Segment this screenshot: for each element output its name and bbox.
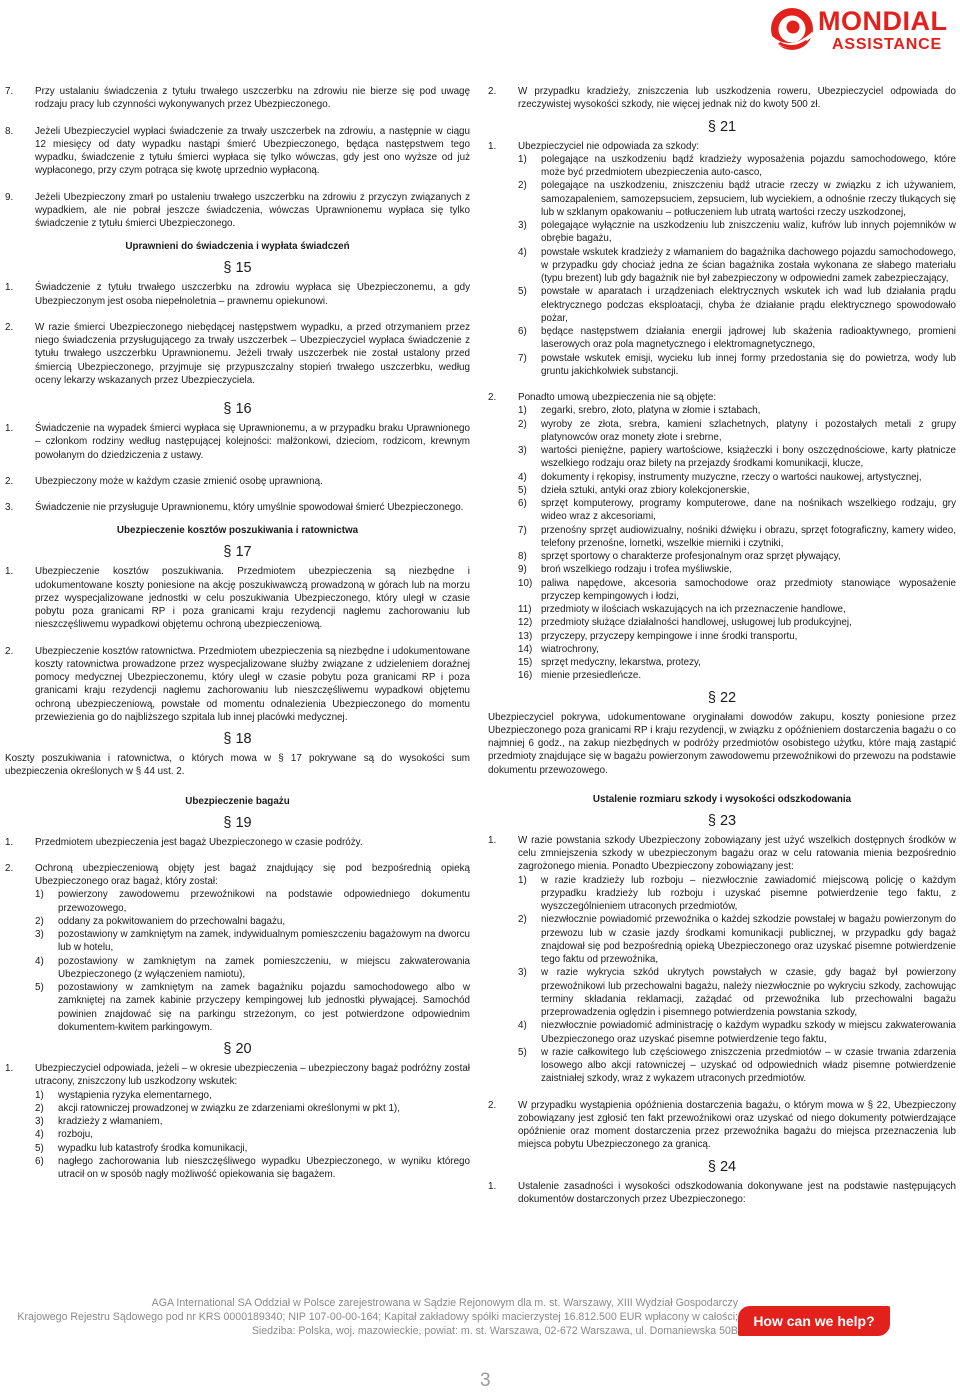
list-item: 2) oddany za pokwitowaniem do przechowalni bagażu, <box>35 915 286 927</box>
s19-point-1 <box>5 836 470 849</box>
list-item: 6) sprzęt komputerowy, programy komputerowe, dane na nośnikach wszelkiego rodzaju, gry wideo wraz z akcesoriami, <box>518 498 956 523</box>
section-mark-16: § 16 <box>223 401 252 417</box>
para-number: 1. <box>5 566 14 578</box>
para-text: Ubezpieczyciel odpowiada, jeżeli – w okresie ubezpieczenia – ubezpieczony bagaż podróżny został utracony, zniszczony lub uszkodzony wskutek: <box>35 1063 470 1088</box>
company-info <box>0 1296 738 1338</box>
company-info-line: AGA International SA Oddział w Polsce zarejestrowana w Sądzie Rejonowym dla m. st. Warszawy, XIII Wydział Gospodarczy <box>151 1297 738 1309</box>
list-item: 2) wyroby ze złota, srebra, kamieni szlachetnych, platyny i pozostałych metali z grupy platynowców oraz monety złote i srebrne, <box>518 418 956 443</box>
s19-point-2 <box>5 862 470 1034</box>
s15-point-2 <box>5 321 470 387</box>
s15-point-1 <box>5 281 470 308</box>
page-number: 3 <box>480 1370 491 1391</box>
list-item: 4) pozostawiony w zamkniętym na zamek pomieszczeniu, w miejscu zakwaterowania Ubezpieczonego (z wyłączeniem namiotu), <box>35 955 470 980</box>
section-heading-bagaz: Ubezpieczenie bagażu <box>185 795 290 807</box>
list-item: 16) mienie przesiedleńcze. <box>518 670 642 682</box>
left-column <box>5 85 470 1181</box>
list-item: 3) w razie wykrycia szkód ukrytych powstałych w czasie, gdy bagaż był powierzony przewoźnikowi lub przechowalni bagażu, należy niezwłocznie po wykryciu szkody, zachowując terminy składania reklamacji, zażądać od przewoźnika lub przechowalni bagażu przeprowadzenia oględzin i pisemnego potwierdzenia powstania szkody, <box>518 967 956 1018</box>
s16-point-1 <box>5 422 470 462</box>
list-item: 7) powstałe wskutek emisji, wycieku lub innej formy przedostania się do powietrza, wody lub gruntu jakichkolwiek substancji. <box>518 352 956 377</box>
para-text: Przedmiotem ubezpieczenia jest bagaż Ubezpieczonego w czasie podróży. <box>35 836 363 848</box>
s20-point-2 <box>488 85 956 112</box>
para-number: 2. <box>5 321 14 333</box>
s16-point-2 <box>5 475 470 488</box>
list-item: 3) kradzieży z włamaniem, <box>35 1116 163 1127</box>
list-item: 1) zegarki, srebro, złoto, platyna w złomie i sztabach, <box>518 405 761 417</box>
company-info-line: Siedziba: Polska, woj. mazowieckie, powiat: m. st. Warszawa, 02-672 Warszawa, ul. Domaniewska 50B <box>251 1325 738 1337</box>
para-number: 2. <box>5 475 14 487</box>
list-item: 5) pozostawiony w zamkniętym na zamek bagażniku pojazdu samochodowego albo w zamkniętej na zamek kabinie przyczepy kempingowej lub jednostki pływającej. Samochód powinien znajdować się na parkingu strzeżonym, co jest potwierdzone odpowiednim dokumentem-kwitem parkingowym. <box>35 982 470 1033</box>
how-can-we-help-button[interactable]: How can we help? <box>738 1306 890 1336</box>
list-item: 5) dzieła sztuki, antyki oraz zbiory kolekcjonerskie, <box>518 484 750 496</box>
list-item: 6) nagłego zachorowania lub nieszczęśliwego wypadku Ubezpieczonego, w wyniku którego utracił on w sposób nagły możliwość opiekowania się bagażem. <box>35 1155 470 1180</box>
para-number: 3. <box>5 502 14 513</box>
para-number: 8. <box>5 125 14 137</box>
para-number: 2. <box>5 645 14 657</box>
list-item: 6) będące następstwem działania energii jądrowej lub skażenia radioaktywnego, promieni laserowych oraz pola magnetycznego i elektromagnetycznego, <box>518 326 956 351</box>
list-item: 4) rozboju, <box>35 1129 94 1141</box>
list-item: 13) przyczepy, przyczepy kempingowe i inne środki transportu, <box>518 630 798 642</box>
para-text: Ustalenie zasadności i wysokości odszkodowania dokonywane jest na podstawie następujących dokumentów dostarczonych przez Ubezpieczonego: <box>518 1180 956 1205</box>
para-text: Jeżeli Ubezpieczony zmarł po ustaleniu trwałego uszczerbku na zdrowiu z przyczyn związanych z wypadkiem, ale nie pobrał jeszcze świadczenia, wówczas Uprawnionemu wypłaca się tylko świadczenie z tytułu śmierci Ubezpieczonego. <box>35 191 470 229</box>
section-mark-23: § 23 <box>707 812 737 829</box>
list-item: 4) dokumenty i rękopisy, instrumenty muzyczne, rzeczy o wartości naukowej, artystycznej, <box>518 471 922 483</box>
s21-point-2 <box>488 391 956 683</box>
list-item: 11) przedmioty w ilościach wskazujących na ich przeznaczenie handlowe, <box>518 604 846 615</box>
list-item: 15) sprzęt medyczny, lekarstwa, protezy, <box>518 657 701 668</box>
para-text: Świadczenie nie przysługuje Uprawnionemu, który umyślnie spowodował śmierć Ubezpieczonego. <box>35 502 464 513</box>
list-item: 5) wypadku lub katastrofy środka komunikacji, <box>35 1142 248 1154</box>
list-item: 4) niezwłocznie powiadomić administrację o każdym wypadku szkody w miejscu zakwaterowania Ubezpieczonego oraz uzyskać pisemne potwierdzenie tego faktu, <box>518 1020 956 1045</box>
para-number: 1. <box>488 834 497 846</box>
list-item: 2) polegające na uszkodzeniu, zniszczeniu bądź utracie rzeczy w związku z ich używaniem, samozapaleniem, samozepsuciem, zepsuciem, lub wyciekiem, a odnośnie rzeczy tłukących się lub w szklanym opakowaniu – potłuczeniem lub utratą wartości rzeczy uszkodzonej, <box>518 180 956 218</box>
para-text: W przypadku kradzieży, zniszczenia lub uszkodzenia roweru, Ubezpieczyciel odpowiada do rzeczywistej wysokości szkody, nie więcej jednak niż do kwoty 500 zł. <box>518 86 956 111</box>
s20-point-1 <box>5 1062 470 1181</box>
section-mark-24: § 24 <box>707 1158 737 1175</box>
para-text: Ubezpieczenie kosztów ratownictwa. Przedmiotem ubezpieczenia są niezbędne i udokumentowane koszty ratownictwa prowadzone przez wyspecjalizowane służby związane z udzieleniem doraźnej pomocy medycznej Ubezpieczonemu, który uległ w czasie pobytu poza granicami RP i poza granicami kraju rezydencji nagłemu zachorowaniu lub nieszczęśliwemu wypadkowi objętemu ochroną ubezpieczeniową, powstałe od momentu odnalezienia Ubezpieczonego do momentu przewiezienia go do najbliższego szpitala lub innej placówki medycznej. <box>35 645 470 723</box>
list-item: 8) sprzęt sportowy o charakterze profesjonalnym oraz sprzęt pływający, <box>518 551 841 562</box>
s21-point-1 <box>488 140 956 379</box>
s17-point-1 <box>5 565 470 631</box>
list-item: 12) przedmioty służące działalności handlowej, usługowej lub produkcyjnej, <box>518 617 852 629</box>
s22-text: Ubezpieczyciel pokrywa, udokumentowane oryginałami dowodów zakupu, koszty poniesione przez Ubezpieczonego poza granicami RP i kraju rezydencji, w związku z opóźnieniem dostarczenia bagażu o co najmniej 6 godz., na zakup niezbędnych w podróży przedmiotów osobistego użytku, które mają zastąpić przedmioty znajdujące się w bagażu powierzonym zawodowemu przewoźnikowi do przewozu na podstawie dokumentu przewozowego. <box>488 711 956 776</box>
para-number: 2. <box>5 862 14 874</box>
list-item: 3) pozostawiony w zamkniętym na zamek, indywidualnym pomieszczeniu bagażowym na dworcu lub w hotelu, <box>35 929 470 954</box>
s17-point-2 <box>5 645 470 725</box>
para-text: W razie powstania szkody Ubezpieczony zobowiązany jest użyć wszelkich dostępnych środków w celu zmniejszenia szkody w ubezpieczonym bagażu oraz w celu ratowania mienia bezpośrednio zagrożonego mienia. Ponadto Ubezpieczony zobowiązany jest: <box>518 834 956 873</box>
section-heading-uprawnieni: Uprawnieni do świadczenia i wypłata świadczeń <box>125 241 350 253</box>
list-item: 4) powstałe wskutek kradzieży z włamaniem do bagażnika dachowego pojazdu samochodowego, w przypadku gdy chociaż jedna ze ścian bagażnika została wykonana ze słabego materiału (typu brezent) lub gdy bagażnik nie był zabezpieczony w odpowiedni zamek zabezpieczający, <box>518 246 956 284</box>
list-item: 3) wartości pieniężne, papiery wartościowe, książeczki i bony oszczędnościowe, karty płatnicze wszelkiego rodzaju oraz bilety na przejazdy środkami komunikacji, klucze, <box>518 445 956 470</box>
section-mark-17: § 17 <box>223 544 252 561</box>
right-column <box>488 85 956 1206</box>
list-item: 1) polegające na uszkodzeniu bądź kradzieży wyposażenia pojazdu samochodowego, które może być przedmiotem ubezpieczenia auto-casco, <box>518 153 956 178</box>
list-item: 9) broń wszelkiego rodzaju i trofea myśliwskie, <box>518 564 732 576</box>
para-text: Ponadto umową ubezpieczenia nie są objęte: <box>518 392 717 403</box>
list-item: 10) paliwa napędowe, akcesoria samochodowe oraz przedmioty stanowiące wyposażenie przyczep kempingowych i łodzi, <box>518 577 956 602</box>
s23-point-1 <box>488 834 956 1086</box>
para-number: 2. <box>488 86 497 97</box>
company-info-line: Krajowego Rejestru Sądowego pod nr KRS 0000189340; NIP 107-00-00-164; Kapitał zakładowy spółki macierzystej 16.812.500 EUR wpłacony w całości; <box>17 1311 738 1323</box>
para-text: Świadczenie na wypadek śmierci wypłaca się Uprawnionemu, a w przypadku braku Uprawnionego – członkom rodziny według następującej kolejności: małżonkowi, dzieciom, rodzicom, krewnym powołanym do dziedziczenia z ustawy. <box>35 423 470 461</box>
s18-text: Koszty poszukiwania i ratownictwa, o których mowa w § 17 pokrywane są do wysokości sum ubezpieczenia określonych w § 44 ust. 2. <box>5 753 470 778</box>
section-heading-ustalenie: Ustalenie rozmiaru szkody i wysokości odszkodowania <box>592 793 852 805</box>
list-item: 1) w razie kradzieży lub rozboju – niezwłocznie zawiadomić miejscową policję o każdym przypadku kradzieży lub rozboju i uzyskać pisemne potwierdzenie tego faktu, z wyszczególnieniem utraconych przedmiotów, <box>518 874 956 912</box>
list-item: 3) polegające wyłącznie na uszkodzeniu lub zniszczeniu waliz, kufrów lub innych pojemników w obrębie bagażu, <box>518 220 956 245</box>
para-text: Przy ustalaniu świadczenia z tytułu trwałego uszczerbku na zdrowiu nie bierze się pod uwagę rodzaju pracy lub czynności wykonywanych przez Ubezpieczonego. <box>35 86 470 111</box>
para-text: Ubezpieczyciel nie odpowiada za szkody: <box>518 140 700 152</box>
list-item: 2) niezwłocznie powiadomić przewoźnika o każdej szkodzie powstałej w bagażu powierzonym do przewozu lub w czasie jazdy środkami komunikacji publicznej, w przypadku gdy bagaż znajdował się pod bezpośrednią opieką Ubezpieczonego oraz uzyskać pisemne potwierdzenie tego faktu od przewoźnika, <box>518 914 956 965</box>
para-text: W razie śmierci Ubezpieczonego niebędącej następstwem wypadku, a przed otrzymaniem przez niego świadczenia przysługującego za trwały uszczerbek – Ubezpieczyciel wypłaca świadczenie z tytułu trwałego uszczerbku Uprawnionemu. Jeżeli trwały uszczerbek nie został ustalony przed śmiercią Ubezpieczonego, przyjmuje się przypuszczalny stopień trwałego uszczerbku, według oceny lekarzy wskazanych przez Ubezpieczyciela. <box>35 321 470 386</box>
para-text: Ubezpieczenie kosztów poszukiwania. Przedmiotem ubezpieczenia są niezbędne i udokumentowane koszty poniesione na akcję poszukiwawczą prowadzoną w górach lub na morzu przez wyspecjalizowane jednostki w celu poszukiwania Ubezpieczonego, który uległ w czasie pobytu poza granicami RP i poza granicami kraju rezydencji nagłemu zachorowaniu lub nieszczęśliwemu wypadkowi objętemu ochroną ubezpieczeniową. <box>35 566 470 631</box>
para-number: 1. <box>5 1063 14 1074</box>
s23-point-2 <box>488 1099 956 1152</box>
section-mark-15: § 15 <box>223 260 252 277</box>
para-text: Świadczenie z tytułu trwałego uszczerbku na zdrowiu wypłaca się Ubezpieczonemu, a gdy Ubezpieczonym jest osoba niepełnoletnia – prawnemu opiekunowi. <box>35 282 470 307</box>
paragraph-9 <box>5 191 470 231</box>
para-number: 1. <box>488 140 497 152</box>
mondial-swirl-icon <box>766 2 818 58</box>
para-text: Ubezpieczony może w każdym czasie zmienić osobę uprawnioną. <box>35 475 323 487</box>
para-number: 7. <box>5 86 14 97</box>
section-mark-19: § 19 <box>223 814 252 831</box>
list-item: 1) wystąpienia ryzyka elementarnego, <box>35 1089 212 1101</box>
paragraph-7 <box>5 85 470 112</box>
para-number: 1. <box>5 423 14 434</box>
list-item: 5) w razie całkowitego lub częściowego zniszczenia przedmiotów – w czasie trwania zdarzenia losowego albo akcji ratowniczej – uzyskać od odpowiednich władz pisemne potwierdzenie zaistniałej szkody, wraz z wykazem utraconych przedmiotów. <box>518 1046 956 1085</box>
para-number: 9. <box>5 191 14 203</box>
list-item: 2) akcji ratowniczej prowadzonej w związku ze zdarzeniami określonymi w pkt 1), <box>35 1102 400 1114</box>
section-heading-koszty: Ubezpieczenie kosztów poszukiwania i ratownictwa <box>116 525 359 537</box>
list-item: 1) powierzony zawodowemu przewoźnikowi na podstawie odpowiedniego dokumentu przewozowego, <box>35 889 470 914</box>
section-mark-20: § 20 <box>223 1041 252 1057</box>
list-item: 14) wiatrochrony, <box>518 643 599 655</box>
brand-subname: ASSISTANCE <box>832 36 942 53</box>
section-mark-18: § 18 <box>223 731 252 747</box>
footer <box>0 1296 960 1338</box>
list-item: 7) przenośny sprzęt audiowizualny, nośniki dźwięku i obrazu, sprzęt fotograficzny, kamery wideo, telefony przenośne, lornetki, wszelkie mierniki i czytniki, <box>518 524 956 549</box>
s16-point-3 <box>5 501 470 514</box>
para-number: 2. <box>488 392 497 403</box>
para-text: Ochroną ubezpieczeniową objęty jest bagaż znajdujący się pod bezpośrednią opieką Ubezpieczonego oraz bagaż, który został: <box>35 862 470 887</box>
mondial-assistance-logo <box>766 2 958 58</box>
para-text: Jeżeli Ubezpieczyciel wypłaci świadczenie za trwały uszczerbek na zdrowiu, a następnie w ciągu 12 miesięcy od daty wypadku nastąpi śmierć Ubezpieczonego, będąca następstwem tego wypadku, świadczenie z tytułu śmierci wypłaca się tylko wówczas, gdy jest ono wyższe od już wypłaconego, przy czym potrąca się kwotę uprzednio wypłaconą. <box>35 125 470 177</box>
brand-name: MONDIAL <box>818 6 948 36</box>
para-number: 1. <box>488 1180 497 1192</box>
s24-point-1 <box>488 1180 956 1207</box>
para-number: 1. <box>5 836 14 848</box>
section-mark-21: § 21 <box>707 118 737 135</box>
para-number: 2. <box>488 1099 497 1111</box>
section-mark-22: § 22 <box>707 689 737 706</box>
list-item: 5) powstałe w aparatach i urządzeniach elektrycznych wskutek ich wad lub działania prądu elektrycznego podczas eksploatacji, chyba że działanie prądu elektrycznego spowodowało pożar, <box>518 286 956 324</box>
para-number: 1. <box>5 282 14 294</box>
paragraph-8 <box>5 125 470 178</box>
para-text: W przypadku wystąpienia opóźnienia dostarczenia bagażu, o którym mowa w § 22, Ubezpieczony zobowiązany jest zgłosić ten fakt przewoźnikowi oraz uzyskać od niego dokumenty potwierdzające opóźnienie oraz moment dostarczenia przez przewoźnika bagażu do miejsca przeznaczenia lub miejsca pobytu Ubezpieczonego za granicą. <box>518 1099 956 1151</box>
